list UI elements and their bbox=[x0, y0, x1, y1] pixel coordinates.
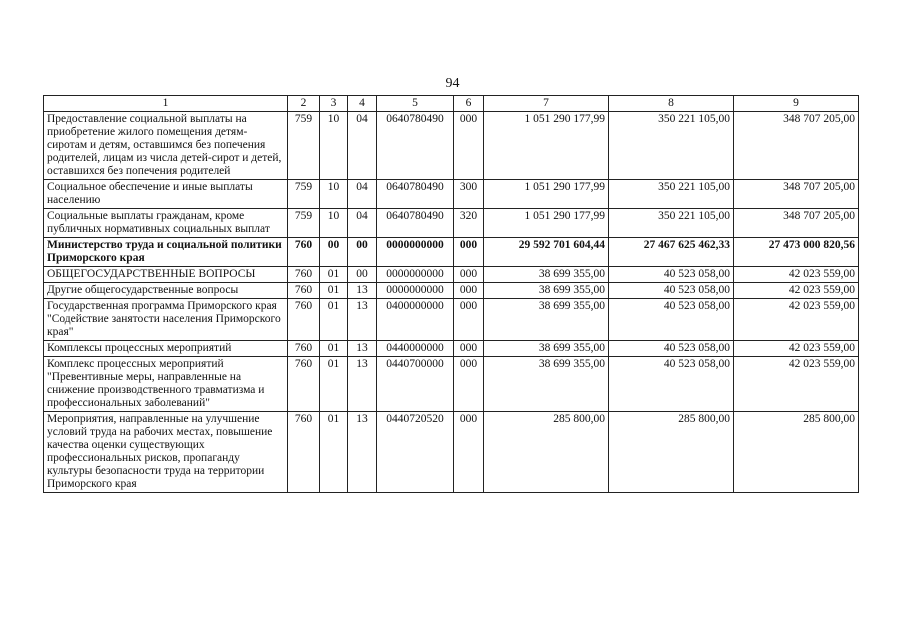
column-header: 1 bbox=[44, 96, 288, 112]
amount-col-9: 348 707 205,00 bbox=[734, 112, 859, 180]
target-article-code: 0000000000 bbox=[377, 283, 454, 299]
target-article-code: 0640780490 bbox=[377, 209, 454, 238]
budget-table bbox=[43, 95, 859, 493]
target-article-code: 0000000000 bbox=[377, 267, 454, 283]
section-code: 10 bbox=[320, 112, 348, 180]
amount-col-9: 42 023 559,00 bbox=[734, 357, 859, 412]
table-row bbox=[44, 112, 859, 180]
amount-col-9: 348 707 205,00 bbox=[734, 180, 859, 209]
column-header: 7 bbox=[484, 96, 609, 112]
subsection-code: 00 bbox=[348, 267, 377, 283]
amount-col-8: 40 523 058,00 bbox=[609, 283, 734, 299]
expense-type-code: 000 bbox=[454, 238, 484, 267]
expense-type-code: 000 bbox=[454, 341, 484, 357]
amount-col-8: 40 523 058,00 bbox=[609, 267, 734, 283]
ministry-code: 760 bbox=[288, 357, 320, 412]
table-row bbox=[44, 412, 859, 493]
target-article-code: 0440720520 bbox=[377, 412, 454, 493]
ministry-code: 760 bbox=[288, 267, 320, 283]
ministry-code: 760 bbox=[288, 238, 320, 267]
table-row bbox=[44, 299, 859, 341]
amount-col-8: 40 523 058,00 bbox=[609, 357, 734, 412]
amount-col-7: 1 051 290 177,99 bbox=[484, 209, 609, 238]
amount-col-8: 350 221 105,00 bbox=[609, 209, 734, 238]
row-name: Социальные выплаты гражданам, кроме публичных нормативных социальных выплат bbox=[44, 209, 288, 238]
expense-type-code: 000 bbox=[454, 267, 484, 283]
amount-col-7: 1 051 290 177,99 bbox=[484, 112, 609, 180]
target-article-code: 0400000000 bbox=[377, 299, 454, 341]
section-code: 01 bbox=[320, 412, 348, 493]
table-row bbox=[44, 267, 859, 283]
column-header-row bbox=[44, 96, 859, 112]
amount-col-7: 285 800,00 bbox=[484, 412, 609, 493]
row-name: Другие общегосударственные вопросы bbox=[44, 283, 288, 299]
target-article-code: 0440000000 bbox=[377, 341, 454, 357]
table-body bbox=[44, 112, 859, 493]
amount-col-7: 38 699 355,00 bbox=[484, 299, 609, 341]
amount-col-8: 350 221 105,00 bbox=[609, 180, 734, 209]
column-header: 3 bbox=[320, 96, 348, 112]
row-name: ОБЩЕГОСУДАРСТВЕННЫЕ ВОПРОСЫ bbox=[44, 267, 288, 283]
amount-col-7: 38 699 355,00 bbox=[484, 357, 609, 412]
amount-col-7: 1 051 290 177,99 bbox=[484, 180, 609, 209]
target-article-code: 0440700000 bbox=[377, 357, 454, 412]
expense-type-code: 000 bbox=[454, 112, 484, 180]
expense-type-code: 000 bbox=[454, 412, 484, 493]
ministry-code: 760 bbox=[288, 412, 320, 493]
subsection-code: 00 bbox=[348, 238, 377, 267]
target-article-code: 0000000000 bbox=[377, 238, 454, 267]
amount-col-8: 285 800,00 bbox=[609, 412, 734, 493]
amount-col-9: 42 023 559,00 bbox=[734, 267, 859, 283]
amount-col-8: 40 523 058,00 bbox=[609, 341, 734, 357]
subsection-code: 13 bbox=[348, 283, 377, 299]
section-code: 10 bbox=[320, 209, 348, 238]
column-header: 2 bbox=[288, 96, 320, 112]
table-row bbox=[44, 357, 859, 412]
amount-col-9: 348 707 205,00 bbox=[734, 209, 859, 238]
subsection-code: 13 bbox=[348, 341, 377, 357]
target-article-code: 0640780490 bbox=[377, 112, 454, 180]
column-header: 5 bbox=[377, 96, 454, 112]
ministry-code: 760 bbox=[288, 283, 320, 299]
table-row bbox=[44, 238, 859, 267]
amount-col-7: 38 699 355,00 bbox=[484, 267, 609, 283]
section-code: 01 bbox=[320, 299, 348, 341]
subsection-code: 13 bbox=[348, 299, 377, 341]
column-header: 4 bbox=[348, 96, 377, 112]
expense-type-code: 300 bbox=[454, 180, 484, 209]
row-name: Комплексы процессных мероприятий bbox=[44, 341, 288, 357]
subsection-code: 04 bbox=[348, 112, 377, 180]
table-row bbox=[44, 341, 859, 357]
ministry-code: 759 bbox=[288, 209, 320, 238]
column-header: 8 bbox=[609, 96, 734, 112]
ministry-code: 759 bbox=[288, 112, 320, 180]
section-code: 10 bbox=[320, 180, 348, 209]
row-name: Министерство труда и социальной политики Приморского края bbox=[44, 238, 288, 267]
row-name: Социальное обеспечение и иные выплаты населению bbox=[44, 180, 288, 209]
ministry-code: 759 bbox=[288, 180, 320, 209]
page-number: 94 bbox=[445, 76, 460, 91]
section-code: 00 bbox=[320, 238, 348, 267]
subsection-code: 04 bbox=[348, 209, 377, 238]
row-name: Комплекс процессных мероприятий "Превентивные меры, направленные на снижение производственного травматизма и профессиональных заболеваний" bbox=[44, 357, 288, 412]
row-name: Государственная программа Приморского края "Содействие занятости населения Приморского края" bbox=[44, 299, 288, 341]
expense-type-code: 320 bbox=[454, 209, 484, 238]
table-row bbox=[44, 283, 859, 299]
section-code: 01 bbox=[320, 267, 348, 283]
column-header: 9 bbox=[734, 96, 859, 112]
expense-type-code: 000 bbox=[454, 357, 484, 412]
amount-col-9: 42 023 559,00 bbox=[734, 341, 859, 357]
table-row bbox=[44, 209, 859, 238]
ministry-code: 760 bbox=[288, 299, 320, 341]
amount-col-7: 38 699 355,00 bbox=[484, 341, 609, 357]
amount-col-7: 38 699 355,00 bbox=[484, 283, 609, 299]
amount-col-9: 285 800,00 bbox=[734, 412, 859, 493]
expense-type-code: 000 bbox=[454, 299, 484, 341]
row-name: Мероприятия, направленные на улучшение условий труда на рабочих местах, повышение качества оценки существующих профессиональных рисков, пропаганду культуры безопасности труда на территории Приморского края bbox=[44, 412, 288, 493]
column-header: 6 bbox=[454, 96, 484, 112]
amount-col-7: 29 592 701 604,44 bbox=[484, 238, 609, 267]
subsection-code: 04 bbox=[348, 180, 377, 209]
amount-col-8: 350 221 105,00 bbox=[609, 112, 734, 180]
amount-col-9: 42 023 559,00 bbox=[734, 299, 859, 341]
amount-col-9: 42 023 559,00 bbox=[734, 283, 859, 299]
amount-col-9: 27 473 000 820,56 bbox=[734, 238, 859, 267]
expense-type-code: 000 bbox=[454, 283, 484, 299]
ministry-code: 760 bbox=[288, 341, 320, 357]
subsection-code: 13 bbox=[348, 357, 377, 412]
amount-col-8: 40 523 058,00 bbox=[609, 299, 734, 341]
table-row bbox=[44, 180, 859, 209]
section-code: 01 bbox=[320, 341, 348, 357]
section-code: 01 bbox=[320, 283, 348, 299]
section-code: 01 bbox=[320, 357, 348, 412]
target-article-code: 0640780490 bbox=[377, 180, 454, 209]
row-name: Предоставление социальной выплаты на приобретение жилого помещения детям-сиротам и детям, оставшимся без попечения родителей, лицам из числа детей-сирот и детей, оставшихся без попечения родителей bbox=[44, 112, 288, 180]
amount-col-8: 27 467 625 462,33 bbox=[609, 238, 734, 267]
subsection-code: 13 bbox=[348, 412, 377, 493]
